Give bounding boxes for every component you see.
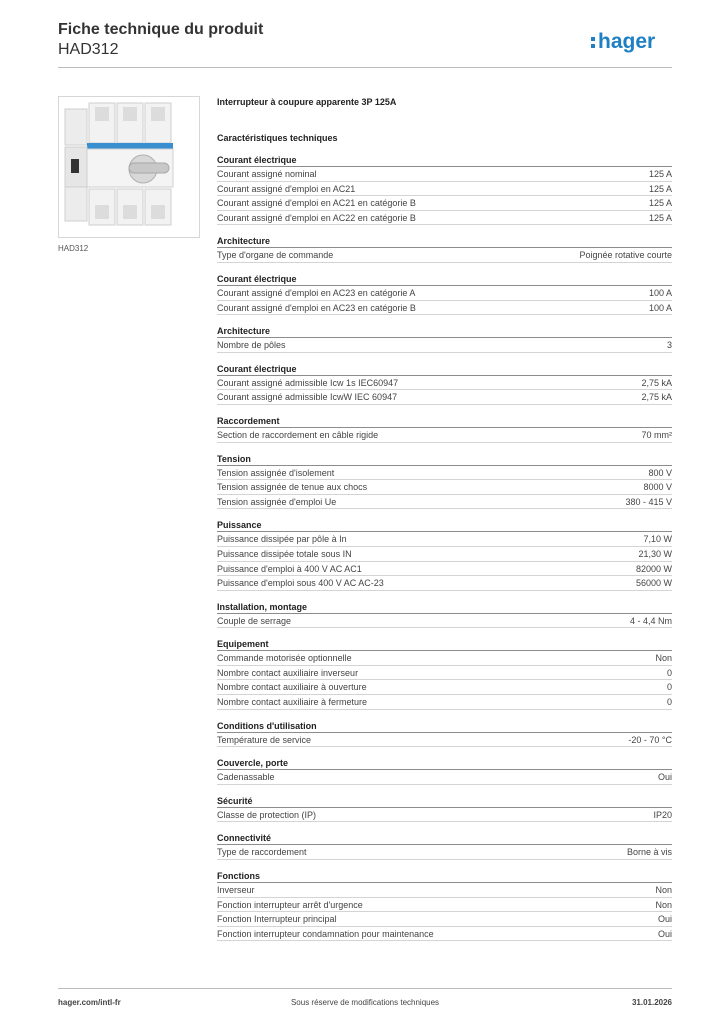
spec-label: Section de raccordement en câble rigide bbox=[217, 429, 379, 440]
spec-content bbox=[217, 96, 672, 941]
spec-section bbox=[217, 638, 672, 709]
spec-value: Non bbox=[655, 899, 672, 910]
document-title: Fiche technique du produit bbox=[58, 21, 264, 38]
product-image-caption: HAD312 bbox=[58, 244, 89, 253]
spec-label: Nombre contact auxiliaire inverseur bbox=[217, 667, 359, 678]
spec-value: Oui bbox=[657, 928, 672, 939]
spec-row bbox=[217, 480, 672, 495]
footer-notice: Sous réserve de modifications techniques bbox=[290, 998, 440, 1007]
spec-row bbox=[217, 912, 672, 927]
section-title: Installation, montage bbox=[217, 601, 672, 614]
spec-value: Poignée rotative courte bbox=[579, 250, 672, 261]
spec-label: Inverseur bbox=[217, 885, 255, 896]
spec-label: Courant assigné d'emploi en AC22 en catégorie B bbox=[217, 212, 416, 223]
spec-value: 21,30 W bbox=[638, 548, 672, 559]
spec-section bbox=[217, 519, 672, 590]
section-title: Courant électrique bbox=[217, 273, 672, 286]
spec-section bbox=[217, 273, 672, 315]
spec-value: 100 A bbox=[648, 302, 672, 313]
spec-row bbox=[217, 167, 672, 182]
footer-divider bbox=[58, 988, 672, 989]
spec-sections bbox=[217, 154, 672, 941]
spec-value: 56000 W bbox=[635, 578, 672, 589]
spec-section bbox=[217, 832, 672, 860]
spec-label: Puissance d'emploi sous 400 V AC AC-23 bbox=[217, 578, 384, 589]
spec-value: Non bbox=[655, 653, 672, 664]
spec-value: Borne à vis bbox=[626, 847, 672, 858]
spec-value: 2,75 kA bbox=[641, 392, 672, 403]
spec-label: Nombre contact auxiliaire à fermeture bbox=[217, 697, 368, 708]
spec-row bbox=[217, 301, 672, 316]
product-reference: HAD312 bbox=[58, 41, 119, 58]
spec-value: IP20 bbox=[653, 809, 672, 820]
spec-row bbox=[217, 695, 672, 710]
spec-section bbox=[217, 757, 672, 785]
spec-label: Tension assignée de tenue aux chocs bbox=[217, 482, 368, 493]
spec-label: Courant assigné admissible Icw 1s IEC60947 bbox=[217, 377, 399, 388]
spec-row bbox=[217, 666, 672, 681]
spec-row bbox=[217, 680, 672, 695]
spec-value: 380 - 415 V bbox=[625, 496, 672, 507]
spec-value: 125 A bbox=[648, 183, 672, 194]
section-title: Architecture bbox=[217, 235, 672, 248]
spec-row bbox=[217, 495, 672, 510]
spec-value: 125 A bbox=[648, 169, 672, 179]
section-title: Courant électrique bbox=[217, 363, 672, 376]
spec-label: Courant assigné d'emploi en AC23 en catégorie A bbox=[217, 287, 416, 298]
spec-label: Couple de serrage bbox=[217, 615, 292, 626]
section-title: Tension bbox=[217, 453, 672, 466]
product-name: Interrupteur à coupure apparente 3P 125A bbox=[217, 97, 397, 107]
section-title: Conditions d'utilisation bbox=[217, 720, 672, 733]
spec-value: Oui bbox=[657, 914, 672, 925]
spec-label: Type de raccordement bbox=[217, 847, 307, 858]
spec-section bbox=[217, 453, 672, 510]
spec-section bbox=[217, 325, 672, 353]
section-title: Architecture bbox=[217, 325, 672, 338]
spec-value: -20 - 70 °C bbox=[628, 734, 672, 745]
spec-value: 70 mm² bbox=[641, 429, 672, 440]
spec-section bbox=[217, 870, 672, 941]
product-image bbox=[58, 96, 200, 238]
spec-row bbox=[217, 376, 672, 391]
spec-label: Puissance dissipée par pôle à In bbox=[217, 534, 347, 545]
spec-label: Courant assigné admissible IcwW IEC 60947 bbox=[217, 392, 398, 403]
spec-row bbox=[217, 770, 672, 785]
technical-characteristics-heading: Caractéristiques techniques bbox=[217, 133, 338, 143]
spec-label: Fonction Interrupteur principal bbox=[217, 914, 337, 925]
section-title: Sécurité bbox=[217, 795, 672, 808]
spec-value: Non bbox=[655, 885, 672, 896]
spec-row bbox=[217, 733, 672, 748]
spec-label: Courant assigné nominal bbox=[217, 169, 317, 179]
spec-label: Type d'organe de commande bbox=[217, 250, 334, 261]
spec-section bbox=[217, 601, 672, 629]
spec-value: 2,75 kA bbox=[641, 377, 672, 388]
spec-label: Nombre contact auxiliaire à ouverture bbox=[217, 682, 367, 693]
spec-row bbox=[217, 651, 672, 666]
spec-row bbox=[217, 576, 672, 591]
spec-label: Puissance dissipée totale sous IN bbox=[217, 548, 352, 559]
spec-label: Courant assigné d'emploi en AC21 bbox=[217, 183, 356, 194]
spec-row bbox=[217, 808, 672, 823]
spec-section bbox=[217, 235, 672, 263]
spec-section bbox=[217, 795, 672, 823]
spec-row bbox=[217, 532, 672, 547]
section-title: Fonctions bbox=[217, 870, 672, 883]
footer-website[interactable]: hager.com/intl-fr bbox=[58, 998, 121, 1007]
spec-section bbox=[217, 154, 672, 225]
spec-section bbox=[217, 363, 672, 405]
spec-value: 7,10 W bbox=[643, 534, 672, 545]
spec-row bbox=[217, 182, 672, 197]
spec-value: Oui bbox=[657, 772, 672, 783]
spec-label: Cadenassable bbox=[217, 772, 275, 783]
spec-value: 8000 V bbox=[643, 482, 672, 493]
spec-section bbox=[217, 415, 672, 443]
spec-row bbox=[217, 845, 672, 860]
section-title: Courant électrique bbox=[217, 154, 672, 167]
section-title: Connectivité bbox=[217, 832, 672, 845]
spec-row bbox=[217, 211, 672, 226]
spec-value: 800 V bbox=[648, 467, 672, 478]
spec-row bbox=[217, 428, 672, 443]
spec-row bbox=[217, 883, 672, 898]
spec-row bbox=[217, 466, 672, 481]
spec-row bbox=[217, 898, 672, 913]
spec-value: 125 A bbox=[648, 212, 672, 223]
hager-logo bbox=[590, 28, 672, 54]
spec-label: Fonction interrupteur arrêt d'urgence bbox=[217, 899, 363, 910]
spec-value: 0 bbox=[666, 667, 672, 678]
page-footer bbox=[58, 998, 672, 1010]
section-title: Raccordement bbox=[217, 415, 672, 428]
spec-value: 125 A bbox=[648, 198, 672, 209]
section-title: Couvercle, porte bbox=[217, 757, 672, 770]
section-title: Puissance bbox=[217, 519, 672, 532]
spec-label: Tension assignée d'isolement bbox=[217, 467, 335, 478]
spec-label: Tension assignée d'emploi Ue bbox=[217, 496, 337, 507]
spec-label: Température de service bbox=[217, 734, 312, 745]
spec-row bbox=[217, 614, 672, 629]
spec-label: Puissance d'emploi à 400 V AC AC1 bbox=[217, 563, 362, 574]
spec-value: 0 bbox=[666, 697, 672, 708]
header-divider bbox=[58, 67, 672, 68]
spec-row bbox=[217, 196, 672, 211]
spec-row bbox=[217, 927, 672, 942]
spec-row bbox=[217, 338, 672, 353]
svg-text:hager: hager bbox=[598, 30, 656, 53]
switch-disconnector-illustration bbox=[59, 97, 199, 237]
spec-label: Courant assigné d'emploi en AC21 en catégorie B bbox=[217, 198, 416, 209]
spec-value: 0 bbox=[666, 682, 672, 693]
spec-value: 3 bbox=[666, 340, 672, 351]
spec-row bbox=[217, 248, 672, 263]
spec-label: Fonction interrupteur condamnation pour maintenance bbox=[217, 928, 434, 939]
spec-section bbox=[217, 720, 672, 748]
spec-row bbox=[217, 547, 672, 562]
spec-row bbox=[217, 390, 672, 405]
spec-value: 4 - 4,4 Nm bbox=[629, 615, 672, 626]
spec-row bbox=[217, 286, 672, 301]
spec-value: 82000 W bbox=[635, 563, 672, 574]
spec-label: Commande motorisée optionnelle bbox=[217, 653, 352, 664]
spec-label: Courant assigné d'emploi en AC23 en catégorie B bbox=[217, 302, 416, 313]
section-title: Equipement bbox=[217, 638, 672, 651]
spec-label: Nombre de pôles bbox=[217, 340, 286, 351]
spec-row bbox=[217, 562, 672, 577]
footer-date: 31.01.2026 bbox=[631, 998, 672, 1007]
spec-label: Classe de protection (IP) bbox=[217, 809, 317, 820]
page-header bbox=[58, 20, 672, 68]
spec-value: 100 A bbox=[648, 287, 672, 298]
